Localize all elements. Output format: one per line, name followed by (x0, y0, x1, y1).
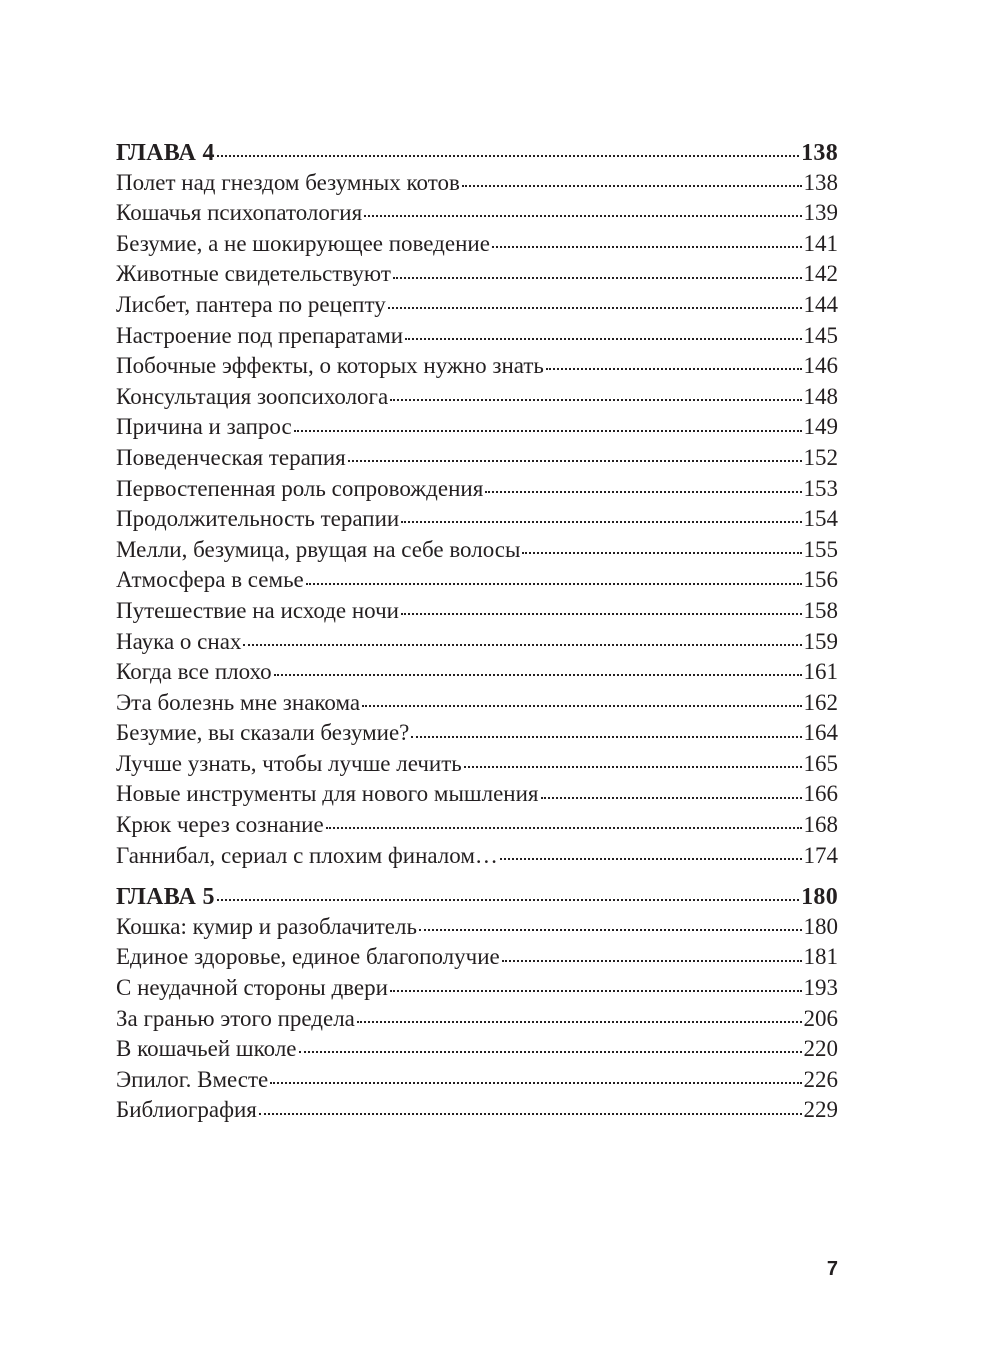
toc-entry-page: 162 (803, 689, 838, 715)
toc-entry-title: Кошачья психопатология (116, 200, 363, 226)
toc-entry-row[interactable] (116, 941, 838, 972)
toc-leader-dots (393, 258, 802, 281)
toc-entry-row[interactable] (116, 595, 838, 626)
toc-chapter-row[interactable] (116, 136, 838, 167)
toc-leader-dots (217, 880, 799, 904)
toc-entry-title: Библиография (116, 1097, 257, 1123)
toc-entry-page: 155 (803, 536, 838, 562)
toc-leader-dots (357, 1003, 802, 1026)
toc-leader-dots (388, 289, 802, 312)
toc-entry-title: За гранью этого предела (116, 1005, 355, 1031)
toc-entry-page: 146 (803, 353, 838, 379)
toc-entry-page: 181 (803, 944, 838, 970)
toc-entry-title: С неудачной стороны двери (116, 975, 388, 1001)
toc-entry-title: Эпилог. Вместе (116, 1066, 269, 1092)
toc-entry-row[interactable] (116, 748, 838, 779)
toc-leader-dots (502, 941, 802, 964)
toc-entry-title: Безумие, а не шокирующее поведение (116, 230, 490, 256)
toc-entry-title: Единое здоровье, единое благополучие (116, 944, 500, 970)
toc-entry-page: 164 (803, 720, 838, 746)
toc-entry-page: 138 (803, 169, 838, 195)
toc-entry-title: Настроение под препаратами (116, 322, 404, 348)
toc-section-chapter-4 (116, 136, 838, 870)
toc-leader-dots (419, 911, 802, 934)
toc-entry-title: Наука о снах (116, 628, 242, 654)
toc-entry-row[interactable] (116, 350, 838, 381)
toc-leader-dots (348, 442, 802, 465)
toc-leader-dots (411, 717, 801, 740)
toc-entry-row[interactable] (116, 197, 838, 228)
toc-chapter-page: 138 (801, 140, 838, 166)
toc-leader-dots (299, 1033, 802, 1056)
toc-entry-row[interactable] (116, 442, 838, 473)
toc-entry-page: 161 (803, 659, 838, 685)
toc-entry-row[interactable] (116, 381, 838, 412)
toc-entry-title: Первостепенная роль сопровождения (116, 475, 484, 501)
toc-entry-page: 156 (803, 567, 838, 593)
page-number: 7 (826, 1258, 838, 1280)
toc-entry-title: Побочные эффекты, о которых нужно знать (116, 353, 544, 379)
toc-leader-dots (492, 228, 802, 251)
toc-leader-dots (217, 136, 799, 160)
toc-entry-title: Причина и запрос (116, 414, 292, 440)
toc-entry-title: В кошачьей школе (116, 1036, 297, 1062)
toc-entry-row[interactable] (116, 656, 838, 687)
toc-leader-dots (362, 687, 801, 710)
toc-entry-row[interactable] (116, 911, 838, 942)
toc-leader-dots (462, 167, 802, 190)
toc-entry-page: 159 (803, 628, 838, 654)
toc-entry-row[interactable] (116, 258, 838, 289)
toc-entry-row[interactable] (116, 320, 838, 351)
toc-entry-title: Животные свидетельствуют (116, 261, 391, 287)
toc-leader-dots (306, 564, 802, 587)
toc-leader-dots (274, 656, 802, 679)
toc-entry-page: 142 (803, 261, 838, 287)
toc-entry-title: Мелли, безумица, рвущая на себе волосы (116, 536, 521, 562)
toc-entry-page: 229 (803, 1097, 838, 1123)
toc-leader-dots (546, 350, 802, 373)
toc-entry-page: 139 (803, 200, 838, 226)
toc-leader-dots (270, 1064, 801, 1087)
toc-entry-page: 152 (803, 444, 838, 470)
toc-entry-row[interactable] (116, 411, 838, 442)
toc-section-chapter-5 (116, 880, 838, 1125)
toc-entry-row[interactable] (116, 626, 838, 657)
toc-entry-page: 153 (803, 475, 838, 501)
toc-entry-page: 174 (803, 842, 838, 868)
toc-entry-title: Путешествие на исходе ночи (116, 597, 399, 623)
toc-entry-page: 165 (803, 750, 838, 776)
toc-entry-title: Когда все плохо (116, 659, 272, 685)
toc-entry-title: Лучше узнать, чтобы лучше лечить (116, 750, 462, 776)
toc-leader-dots (294, 411, 802, 434)
toc-entry-row[interactable] (116, 228, 838, 259)
toc-leader-dots (243, 626, 801, 649)
toc-leader-dots (326, 809, 802, 832)
toc-entry-row[interactable] (116, 840, 838, 871)
toc-entry-page: 154 (803, 506, 838, 532)
table-of-contents (116, 136, 838, 1125)
toc-entry-row[interactable] (116, 1033, 838, 1064)
toc-chapter-title: ГЛАВА 5 (116, 884, 215, 911)
toc-entry-title: Полет над гнездом безумных котов (116, 169, 460, 195)
toc-entry-title: Ганнибал, сериал с плохим финалом… (116, 842, 498, 868)
toc-leader-dots (390, 972, 802, 995)
toc-entry-title: Консультация зоопсихолога (116, 383, 389, 409)
toc-entry-row[interactable] (116, 564, 838, 595)
toc-entry-title: Атмосфера в семье (116, 567, 304, 593)
toc-leader-dots (259, 1094, 802, 1117)
toc-entry-page: 166 (803, 781, 838, 807)
toc-entry-row[interactable] (116, 1094, 838, 1125)
toc-entry-page: 168 (803, 812, 838, 838)
toc-entry-page: 206 (803, 1005, 838, 1031)
toc-chapter-row[interactable] (116, 880, 838, 911)
toc-entry-row[interactable] (116, 503, 838, 534)
toc-entry-row[interactable] (116, 717, 838, 748)
toc-leader-dots (364, 197, 801, 220)
toc-entry-row[interactable] (116, 778, 838, 809)
toc-leader-dots (405, 320, 801, 343)
toc-entry-row[interactable] (116, 534, 838, 565)
toc-entry-page: 158 (803, 597, 838, 623)
toc-leader-dots (390, 381, 801, 404)
toc-entry-page: 144 (803, 291, 838, 317)
toc-entry-row[interactable] (116, 687, 838, 718)
toc-entry-row[interactable] (116, 289, 838, 320)
toc-leader-dots (401, 595, 802, 618)
toc-entry-page: 180 (803, 913, 838, 939)
toc-leader-dots (522, 534, 801, 557)
toc-entry-title: Крюк через сознание (116, 812, 324, 838)
toc-entry-row[interactable] (116, 473, 838, 504)
toc-entry-page: 148 (803, 383, 838, 409)
toc-entry-title: Эта болезнь мне знакома (116, 689, 361, 715)
toc-entry-page: 220 (803, 1036, 838, 1062)
toc-leader-dots (401, 503, 801, 526)
toc-entry-title: Продолжительность терапии (116, 506, 400, 532)
toc-entry-page: 145 (803, 322, 838, 348)
toc-entry-title: Новые инструменты для нового мышления (116, 781, 539, 807)
toc-entry-row[interactable] (116, 167, 838, 198)
toc-leader-dots (485, 473, 801, 496)
toc-entry-page: 226 (803, 1066, 838, 1092)
toc-entry-row[interactable] (116, 1003, 838, 1034)
toc-entry-page: 193 (803, 975, 838, 1001)
toc-leader-dots (541, 778, 802, 801)
toc-entry-row[interactable] (116, 809, 838, 840)
toc-entry-title: Кошка: кумир и разоблачитель (116, 913, 417, 939)
toc-entry-row[interactable] (116, 972, 838, 1003)
toc-entry-page: 141 (803, 230, 838, 256)
toc-leader-dots (500, 840, 802, 863)
toc-entry-row[interactable] (116, 1064, 838, 1095)
toc-chapter-title: ГЛАВА 4 (116, 140, 215, 166)
toc-leader-dots (464, 748, 802, 771)
toc-chapter-page: 180 (801, 884, 838, 911)
toc-entry-title: Лисбет, пантера по рецепту (116, 291, 386, 317)
toc-entry-title: Поведенческая терапия (116, 444, 346, 470)
toc-entry-page: 149 (803, 414, 838, 440)
toc-entry-title: Безумие, вы сказали безумие? (116, 720, 410, 746)
